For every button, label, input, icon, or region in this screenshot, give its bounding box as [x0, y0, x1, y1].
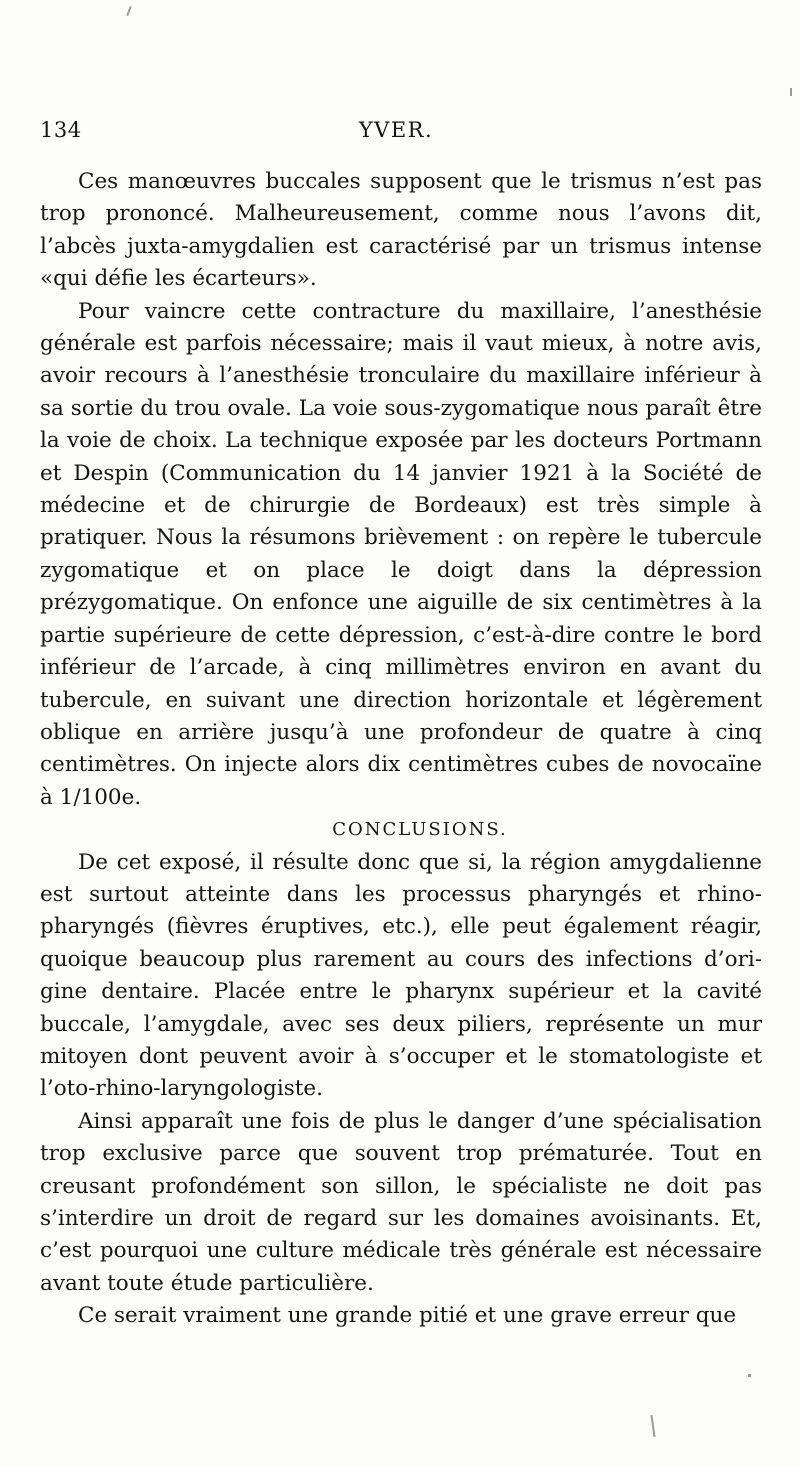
paragraph-conclusion-1: De cet exposé, il résulte donc que si, la région amygdalienne est surtout atteinte dans les processus pharyngés et rhinopharyngés (fièvres éruptives, etc.), elle peut également réagir, quoique beaucoup plus rarement au cours des infections d’origine dentaire. Placée entre le pharynx supérieur et la cavité buccale, l’amygdale, avec ses deux piliers, représente un mur mitoyen dont peuvent avoir à s’occuper et le stomatologiste et l’oto-rhino-laryngologiste.	[40, 849, 762, 1102]
paragraph-anesthesia: Pour vaincre cette contracture du maxillaire, l’anesthésie générale est parfois nécessaire; mais il vaut mieux, à notre avis, avoir recours à l’anesthésie tronculaire du maxillaire inférieur à sa sortie du trou ovale. La voie sous-zygomatique nous paraît être la voie de choix. La technique exposée par les docteurs Portmann et Despin (Communication du 14 janvier 1921 à la Société de médecine et de chirurgie de Bordeaux) est très simple à pratiquer. Nous la résumons brièvement : on repère le tubercule zygomatique et on place le doigt dans la dépression prézygomatique. On enfonce une aiguille de six centimètres à la partie supérieure de cette dépression, c’est-à-dire contre le bord inférieur de l’arcade, à cinq millimètres environ en avant du tubercule, en suivant une direction horizontale et légèrement oblique en arrière jusqu’à une profondeur de quatre à cinq centimètres. On injecte alors dix centimètres cubes de novocaïne à 1/100e.	[40, 298, 762, 810]
scan-speck	[748, 1374, 751, 1377]
section-heading: CONCLUSIONS.	[332, 819, 508, 841]
running-title: YVER.	[358, 118, 434, 142]
body-text	[40, 166, 762, 1333]
scan-speck	[126, 6, 131, 16]
paragraph-conclusion-2: Ainsi apparaît une fois de plus le danger d’une spécialisation trop exclusive parce que souvent trop prématurée. Tout en creusant profondément son sillon, le spécialiste ne doit pas s’interdire un droit de regard sur les domaines avoisinants. Et, c’est pourquoi une culture médicale très générale est nécessaire avant toute étude particulière.	[40, 1108, 762, 1296]
page-number: 134	[40, 118, 82, 142]
running-head	[40, 118, 752, 146]
scan-speck	[790, 88, 792, 96]
paragraph-trismus: Ces manœuvres buccales supposent que le trismus n’est pas trop prononcé. Malheureusement, comme nous l’avons dit, l’abcès juxta-amygdalien est caractérisé par un trismus intense «qui défie les écarteurs».	[40, 169, 762, 292]
paragraph-conclusion-3: Ce serait vraiment une grande pitié et une grave erreur que	[78, 1303, 737, 1329]
scan-speck	[650, 1415, 655, 1437]
